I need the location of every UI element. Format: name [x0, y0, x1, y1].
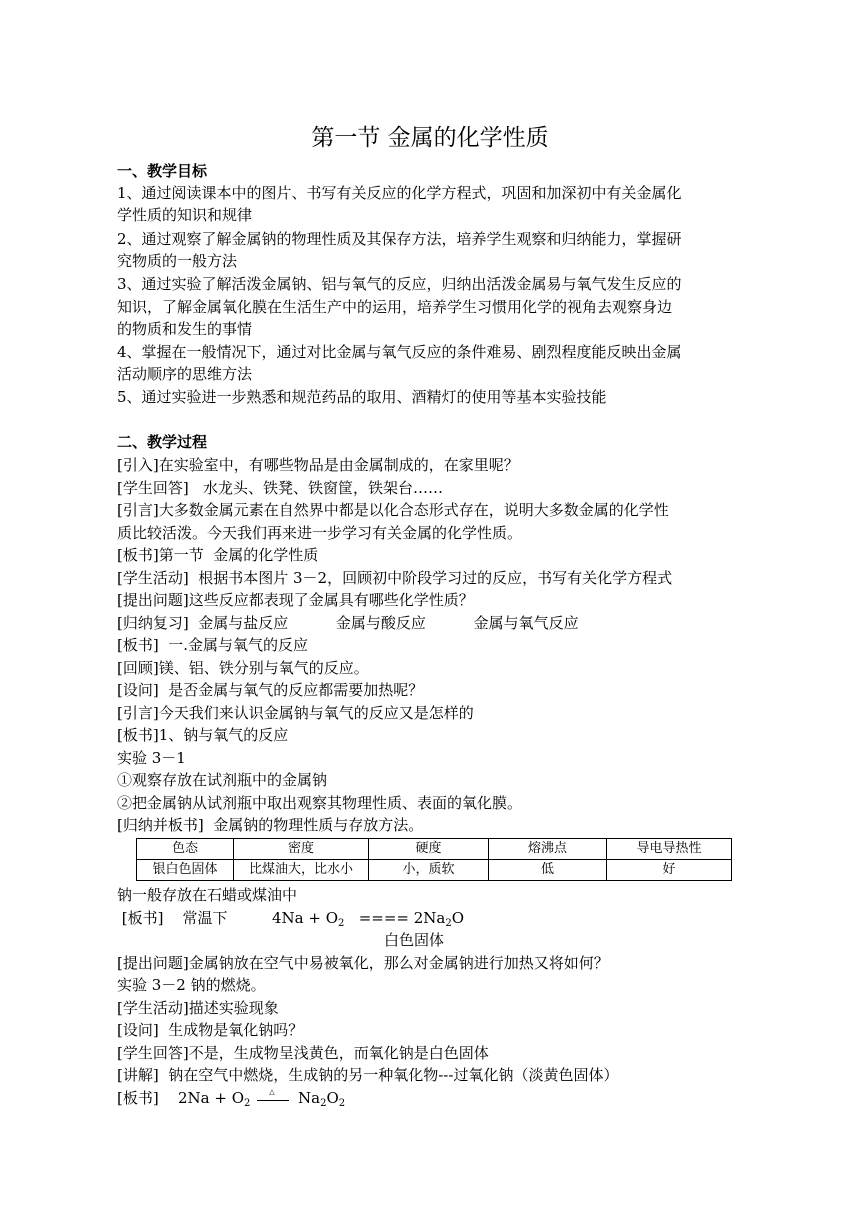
process-line: [学生回答]不是，生成物呈浅黄色，而氧化钠是白色固体	[117, 1044, 489, 1062]
objective-line: 1、通过阅读课本中的图片、书写有关反应的化学方程式，巩固和加深初中有关金属化	[117, 184, 682, 202]
process-line: [板书] 一.金属与氧气的反应	[117, 636, 309, 654]
storage-line: 钠一般存放在石蜡或煤油中	[117, 886, 298, 904]
table-cell: 低	[489, 860, 607, 881]
table-cell: 小，质软	[369, 860, 489, 881]
objective-line: 究物质的一般方法	[117, 252, 238, 270]
process-line: 实验 3－2 钠的燃烧。	[117, 976, 266, 994]
objective-line: 活动顺序的思维方法	[117, 365, 253, 383]
equation-2-condition: △	[269, 1088, 275, 1096]
process-line: ①观察存放在试剂瓶中的金属钠	[117, 771, 328, 789]
equation-2-prefix: [板书]	[117, 1089, 159, 1107]
process-line: [回顾]镁、铝、铁分别与氧气的反应。	[117, 659, 369, 677]
objective-line: 2、通过观察了解金属钠的物理性质及其保存方法，培养学生观察和归纳能力，掌握研	[117, 230, 682, 248]
equation-1-note: 白色固体	[384, 931, 445, 949]
process-line: 质比较活泼。今天我们再来进一步学习有关金属的化学性质。	[117, 524, 523, 542]
process-line: [引言]今天我们来认识金属钠与氧气的反应又是怎样的	[117, 704, 474, 722]
process-line: [提出问题]金属钠放在空气中易被氧化，那么对金属钠进行加热又将如何？	[117, 954, 609, 972]
objective-line: 学性质的知识和规律	[117, 206, 253, 224]
equation-2-rhs: $Na_2O_2$	[298, 1089, 346, 1109]
process-line: [学生回答] 水龙头、铁凳、铁窗筐，铁架台……	[117, 479, 444, 497]
process-line: [提出问题]这些反应都表现了金属具有哪些化学性质？	[117, 591, 474, 609]
table-cell: 比煤油大，比水小	[234, 860, 369, 881]
process-line: [引入]在实验室中，有哪些物品是由金属制成的，在家里呢？	[117, 456, 519, 474]
table-header-row	[137, 839, 732, 860]
objective-line: 5、通过实验进一步熟悉和规范药品的取用、酒精灯的使用等基本实验技能	[117, 388, 607, 406]
process-line: [讲解] 钠在空气中燃烧，生成钠的另一种氧化物---过氧化钠（淡黄色固体）	[117, 1066, 619, 1084]
table-header-cell: 色态	[137, 839, 234, 860]
process-line: 实验 3－1	[117, 749, 186, 767]
process-line: [引言]大多数金属元素在自然界中都是以化合态形式存在，说明大多数金属的化学性	[117, 501, 669, 519]
section-heading-objectives: 一、教学目标	[117, 162, 208, 180]
table-header-cell: 熔沸点	[489, 839, 607, 860]
table-header-cell: 导电导热性	[607, 839, 732, 860]
table-header-cell: 硬度	[369, 839, 489, 860]
process-line: [设问] 生成物是氧化钠吗？	[117, 1021, 304, 1039]
table-row	[137, 860, 732, 881]
equation-1-prefix: [板书] 常温下	[117, 909, 228, 927]
page-title: 第一节 金属的化学性质	[311, 125, 549, 151]
equation-2-lhs: $2Na + O_2$	[178, 1089, 251, 1109]
section-heading-process: 二、教学过程	[117, 433, 208, 451]
objective-line: 知识，了解金属氧化膜在生活生产中的运用，培养学生习惯用化学的视角去观察身边	[117, 298, 673, 316]
objective-line: 3、通过实验了解活泼金属钠、铝与氧气的反应，归纳出活泼金属易与氧气发生反应的	[117, 275, 682, 293]
objective-line: 4、掌握在一般情况下，通过对比金属与氧气反应的条件难易、剧烈程度能反映出金属	[117, 343, 682, 361]
process-line: [设问] 是否金属与氧气的反应都需要加热呢？	[117, 681, 424, 699]
process-line: [学生活动] 根据书本图片 3－2，回顾初中阶段学习过的反应，书写有关化学方程式	[117, 569, 673, 587]
process-line: ②把金属钠从试剂瓶中取出观察其物理性质、表面的氧化膜。	[117, 794, 523, 812]
process-line: [板书]1、钠与氧气的反应	[117, 726, 289, 744]
table-header-cell: 密度	[234, 839, 369, 860]
sodium-properties-table	[136, 838, 732, 881]
objective-line: 的物质和发生的事情	[117, 320, 253, 338]
process-line: [归纳并板书] 金属钠的物理性质与存放方法。	[117, 816, 424, 834]
table-cell: 银白色固体	[137, 860, 234, 881]
process-line: [学生活动]描述实验现象	[117, 999, 279, 1017]
equation-2-arrow	[257, 1100, 289, 1101]
process-line: [归纳复习] 金属与盐反应 金属与酸反应 金属与氧气反应	[117, 614, 579, 632]
equation-1: $4Na + O_2$ ==== $2Na_2O$	[272, 909, 465, 929]
process-line: [板书]第一节 金属的化学性质	[117, 546, 319, 564]
table-cell: 好	[607, 860, 732, 881]
